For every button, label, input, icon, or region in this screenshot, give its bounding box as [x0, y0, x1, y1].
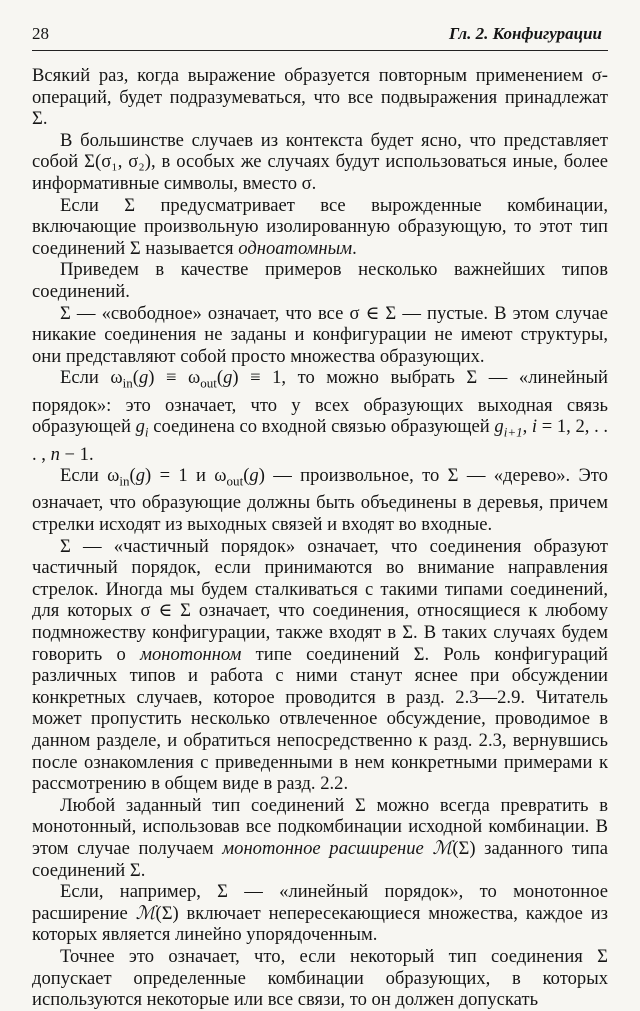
- paragraph: [32, 881, 608, 946]
- text-run: Если ω: [60, 367, 123, 389]
- text-run: Если ω: [60, 465, 120, 487]
- paragraph: [32, 795, 608, 881]
- text-run: (Σ) заданного типа соединений Σ.: [32, 837, 608, 881]
- paragraph: [32, 65, 608, 130]
- text-run: Всякий раз, когда выражение образуется повторным применением σ-операций, будет подразумеваться, что все подвыражения принадлежат Σ.: [32, 65, 608, 130]
- text-run: Точнее это означает, что, если некоторый тип соединения Σ допускает определенные комбинации образующих, в которых используются некоторые или все связи, то он должен допускать: [32, 945, 608, 1011]
- paragraph: [32, 367, 608, 465]
- italic-term: n: [50, 443, 60, 465]
- italic-term: одноатомным: [238, 237, 353, 259]
- text-run: (Σ) включает непересекающиеся множества, каждое из которых является линейно упорядоченным.: [32, 902, 608, 946]
- running-header: [32, 24, 608, 51]
- running-title: Гл. 2. Конфигурации: [449, 24, 602, 43]
- text-run: ) ≡ 1, то можно выбрать Σ — «линейный порядок»: это означает, что у всех образующих выходная связь образующей: [32, 367, 608, 438]
- italic-term: i+1: [503, 424, 523, 440]
- text-run: (: [216, 367, 224, 389]
- text-run: типе соединений Σ. Роль конфигураций различных типов и работа с ними станут яснее при обсуждении конкретных случаев, которое проводится в разд. 2.3—2.9. Читатель может пропустить несколько отвлеченное обсуждение, проводимое в данном разделе, и обратиться непосредственно к разд. 2.3, вернувшись после ознакомления с приведенными в нем конкретными примерами к рассмотрению в общем виде в разд. 2.2.: [32, 643, 609, 795]
- italic-term: монотонное расширение: [222, 837, 424, 859]
- paragraph: [32, 303, 608, 368]
- text-run: (: [129, 465, 136, 487]
- italic-term: g: [223, 367, 233, 389]
- text-run: out: [226, 473, 244, 489]
- paragraph: [32, 195, 608, 260]
- text-run: Если Σ предусматривает все вырожденные комбинации, включающие произвольную изолированную образующую, то этот тип соединений Σ называется: [32, 194, 608, 259]
- italic-term: ℳ: [432, 837, 453, 859]
- text-run: ) — произвольное, то Σ — «дерево». Это означает, что образующие должны быть объединены в деревья, причем стрелки исходят из выходных связей и входят во входные.: [32, 465, 608, 536]
- text-run: Любой заданный тип соединений Σ можно всегда превратить в монотонный, использовав все подкомбинации исходной комбинации. В этом случае получаем: [32, 794, 608, 859]
- text-run: Σ — «свободное» означает, что все σ ∈ Σ — пустые. В этом случае никакие соединения не заданы и конфигурации не имеют структуры, они представляют собой просто множества образующих.: [32, 302, 608, 367]
- text-run: = 1, 2, . . . ,: [32, 416, 609, 465]
- italic-term: g: [494, 416, 504, 438]
- text-run: ) ≡ ω: [148, 367, 201, 389]
- paragraph: [32, 465, 608, 536]
- text-run: (: [132, 367, 139, 389]
- text-run: В большинстве случаев из контекста будет ясно, что представляет собой Σ(σ₁, σ₂), в особых же случаях будут использоваться иные, более информативные символы, вместо σ.: [32, 129, 608, 194]
- italic-term: g: [135, 465, 146, 487]
- page-number: 28: [32, 24, 49, 43]
- text-run: соединена со входной связью образующей: [148, 416, 495, 438]
- text-run: (: [243, 465, 250, 487]
- paragraph: [32, 130, 608, 195]
- italic-term: ℳ: [135, 902, 156, 924]
- text-run: .: [352, 237, 357, 259]
- italic-term: i: [144, 424, 149, 440]
- text-run: ) = 1 и ω: [145, 465, 227, 487]
- italic-term: g: [135, 416, 145, 438]
- text-run: − 1.: [59, 443, 94, 465]
- paragraph: [32, 259, 608, 302]
- text-run: in: [119, 473, 130, 489]
- italic-term: i: [531, 416, 538, 438]
- italic-term: g: [138, 367, 149, 389]
- text-run: ,: [522, 416, 532, 438]
- italic-term: g: [249, 465, 259, 487]
- paragraph: [32, 946, 608, 1011]
- text-run: Приведем в качестве примеров несколько важнейших типов соединений.: [32, 259, 608, 302]
- text-run: in: [122, 376, 133, 392]
- paragraph: [32, 536, 608, 795]
- page-body: [32, 65, 608, 1011]
- italic-term: монотонном: [140, 643, 242, 665]
- text-run: out: [200, 376, 217, 392]
- text-run: Если, например, Σ — «линейный порядок», то монотонное расширение: [32, 881, 608, 924]
- text-run: Σ — «частичный порядок» означает, что соединения образуют частичный порядок, если принимаются во внимание направления стрелок. Иногда мы будем сталкиваться с такими типами соединений, для которых σ ∈ Σ означает, что соединения, относящиеся к любому подмножеству конфигурации, также входят в Σ. В таких случаях будем говорить о: [32, 535, 608, 665]
